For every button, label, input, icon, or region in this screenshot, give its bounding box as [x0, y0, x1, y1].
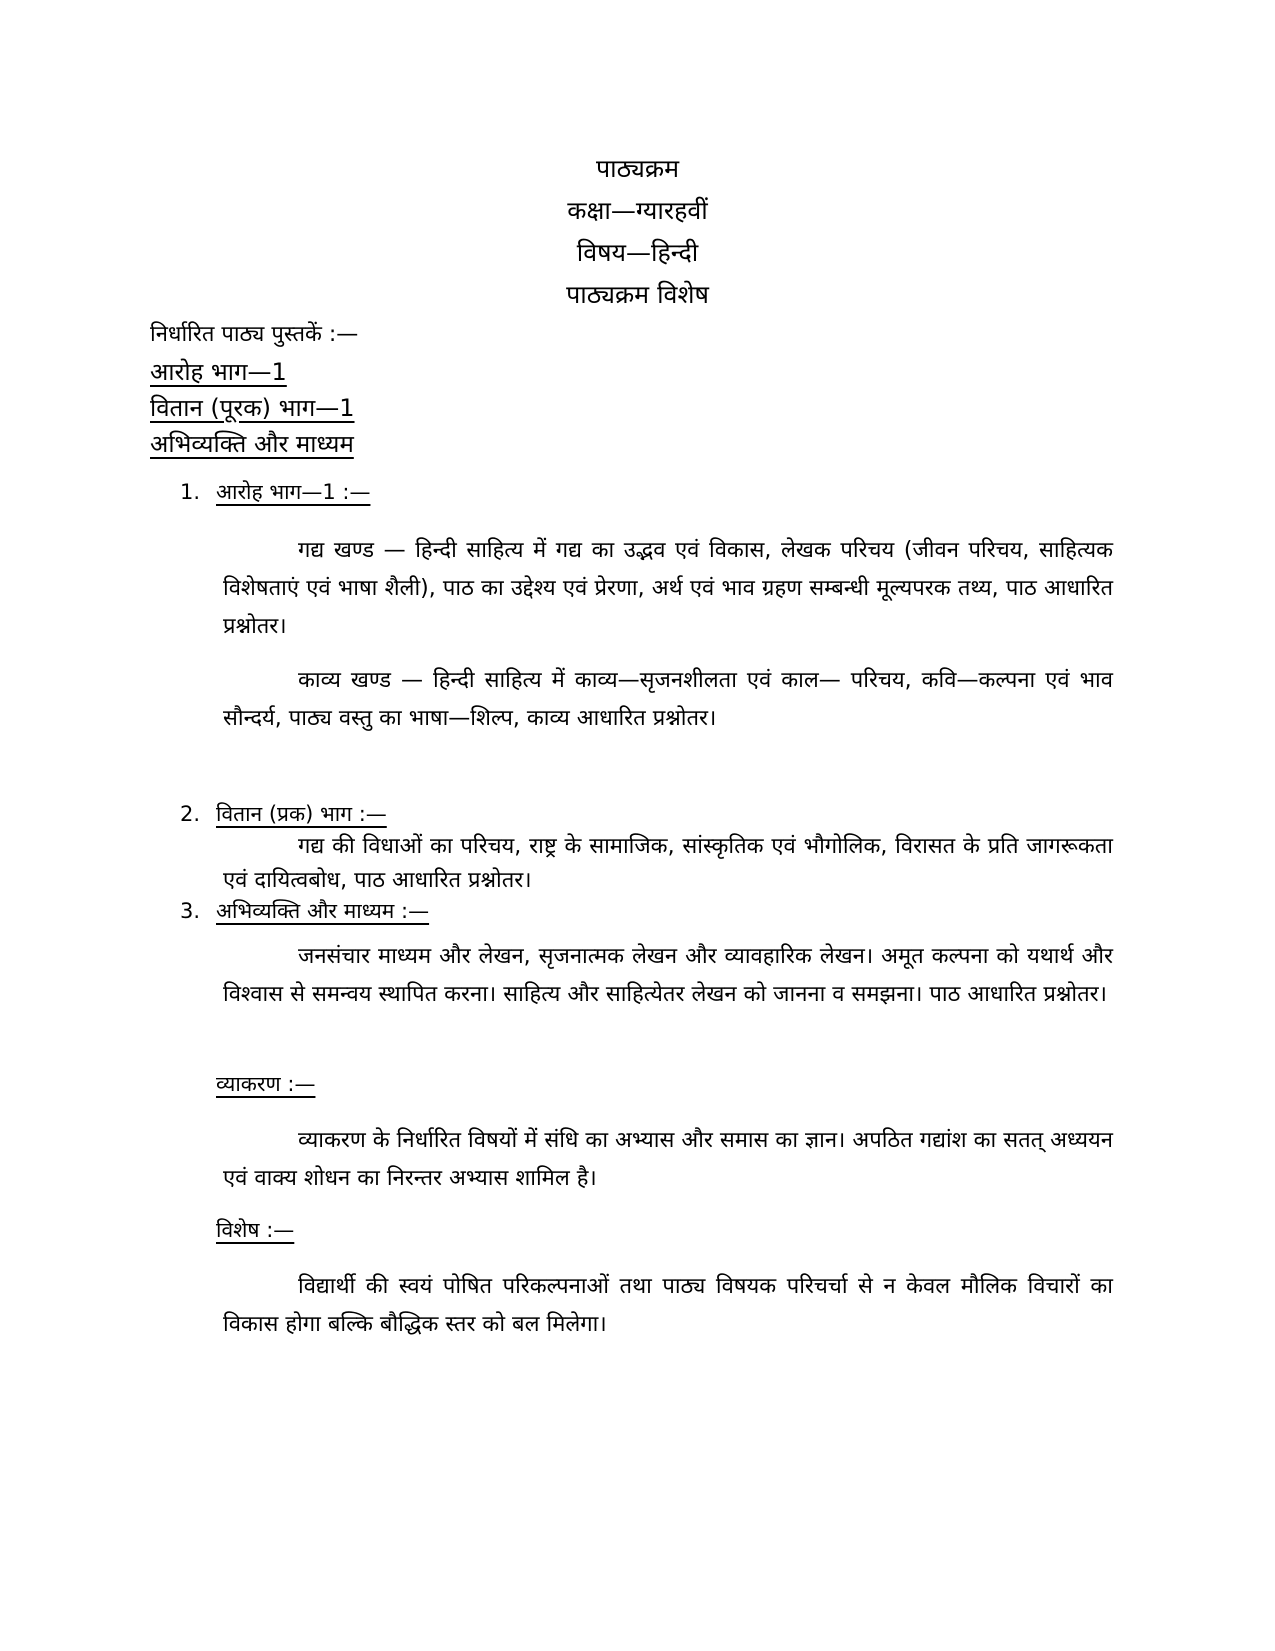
- special-title: विशेष :—: [216, 1218, 295, 1242]
- title-subject: विषय—हिन्दी: [576, 238, 699, 267]
- section-1-heading: [180, 476, 370, 508]
- title-special: पाठ्यक्रम विशेष: [566, 280, 709, 309]
- section-3-heading: [180, 895, 429, 927]
- title-class: कक्षा—ग्यारहवीं: [567, 196, 708, 225]
- special-heading: [216, 1214, 294, 1246]
- prescribed-books: [150, 318, 358, 462]
- grammar-title: व्याकरण :—: [216, 1072, 316, 1096]
- grammar-heading: [216, 1068, 315, 1100]
- book-vitaan: वितान (पूरक) भाग—1: [150, 394, 355, 422]
- section-3-title: अभिव्यक्ति और माध्यम :—: [216, 899, 430, 923]
- section-2-number: 2.: [180, 802, 201, 826]
- books-intro: निर्धारित पाठ्य पुस्तकें :—: [150, 322, 359, 347]
- section-2-heading: [180, 798, 387, 830]
- book-abhivyakti: अभिव्यक्ति और माध्यम: [150, 430, 354, 458]
- section-2-title: वितान (प्रक) भाग :—: [216, 802, 387, 826]
- title-curriculum: पाठ्यक्रम: [595, 154, 680, 183]
- section-3-number: 3.: [180, 899, 201, 923]
- section-2-text: गद्य की विधाओं का परिचय, राष्ट्र के सामाजिक, सांस्कृतिक एवं भौगोलिक, विरासत के प्रति जागरूकता एवं दायित्वबोध, पाठ आधारित प्रश्नोतर।: [223, 834, 1113, 893]
- special-text: विद्यार्थी की स्वयं पोषित परिकल्पनाओं तथा पाठ्य विषयक परिचर्चा से न केवल मौलिक विचारों का विकास होगा बल्कि बौद्धिक स्तर को बल मिलेगा।: [223, 1274, 1113, 1337]
- section-1-kavya: काव्य खण्ड — हिन्दी साहित्य में काव्य—सृजनशीलता एवं काल— परिचय, कवि—कल्पना एवं भाव सौन्दर्य, पाठ्य वस्तु का भाषा—शिल्प, काव्य आधारित प्रश्नोतर।: [223, 668, 1113, 731]
- section-1-gadya: गद्य खण्ड — हिन्दी साहित्य में गद्य का उद्भव एवं विकास, लेखक परिचय (जीवन परिचय, साहित्यक विशेषताएं एवं भाषा शैली), पाठ का उद्देश्य एवं प्रेरणा, अर्थ एवं भाव ग्रहण सम्बन्धी मूल्यपरक तथ्य, पाठ आधारित प्रश्नोतर।: [223, 538, 1113, 639]
- title-block: [0, 148, 1275, 316]
- grammar-text: व्याकरण के निर्धारित विषयों में संधि का अभ्यास और समास का ज्ञान। अपठित गद्यांश का सतत् अध्ययन एवं वाक्य शोधन का निरन्तर अभ्यास शामिल है।: [223, 1128, 1113, 1191]
- section-3-text: जनसंचार माध्यम और लेखन, सृजनात्मक लेखन और व्यावहारिक लेखन। अमूत कल्पना को यथार्थ और विश्वास से समन्वय स्थापित करना। साहित्य और साहित्येतर लेखन को जानना व समझना। पाठ आधारित प्रश्नोतर।: [223, 944, 1113, 1007]
- book-aaroh: आरोह भाग—1: [150, 358, 287, 386]
- section-1-title: आरोह भाग—1 :—: [216, 480, 371, 504]
- section-1-number: 1.: [180, 480, 201, 504]
